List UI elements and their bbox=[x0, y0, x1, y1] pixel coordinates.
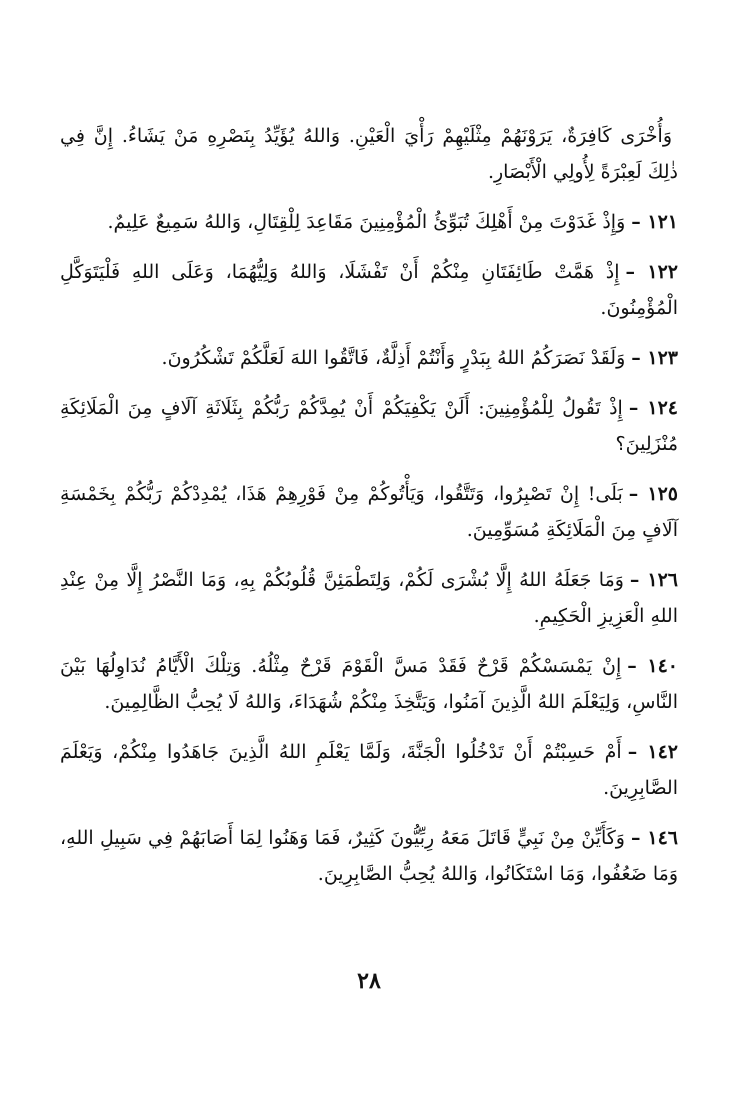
verse-text: بَلَى! إِنْ تَصْبِرُوا، وَتَتَّقُوا، وَيَأْتُوكُمْ مِنْ فَوْرِهِمْ هَذَا، يُمْدِدْكُمْ رَبُّكُمْ بِخَمْسَةِ آلَافٍ مِنَ الْمَلَائِكَةِ مُسَوِّمِينَ. bbox=[60, 483, 678, 541]
verse-text: وَلَقَدْ نَصَرَكُمُ اللهُ بِبَدْرٍ وَأَنْتُمْ أَذِلَّةٌ، فَاتَّقُوا اللهَ لَعَلَّكُمْ تَشْكُرُونَ. bbox=[161, 347, 626, 369]
verse-140 bbox=[60, 648, 678, 720]
verse-number: ١٢٥ – bbox=[628, 483, 679, 505]
verse-text: إِنْ يَمْسَسْكُمْ قَرْحٌ فَقَدْ مَسَّ الْقَوْمَ قَرْحٌ مِثْلُهُ. وَتِلْكَ الْأَيَّامُ نُدَاوِلُهَا بَيْنَ النَّاسِ، وَلِيَعْلَمَ اللهُ الَّذِينَ آمَنُوا، وَيَتَّخِذَ مِنْكُمْ شُهَدَاءَ، وَاللهُ لَا يُحِبُّ الظَّالِمِينَ. bbox=[60, 655, 678, 713]
verse-text: وَمَا جَعَلَهُ اللهُ إِلَّا بُشْرَى لَكُمْ، وَلِتَطْمَئِنَّ قُلُوبُكُمْ بِهِ، وَمَا النَّصْرُ إِلَّا مِنْ عِنْدِ اللهِ الْعَزِيزِ الْحَكِيمِ. bbox=[60, 569, 678, 627]
verse-126 bbox=[60, 562, 678, 634]
page-number: ٢٨ bbox=[357, 968, 381, 994]
verse-122 bbox=[60, 254, 678, 326]
verse-number: ١٢١ – bbox=[631, 211, 678, 233]
verse-text: أَمْ حَسِبْتُمْ أَنْ تَدْخُلُوا الْجَنَّةَ، وَلَمَّا يَعْلَمِ اللهُ الَّذِينَ جَاهَدُوا مِنْكُمْ، وَيَعْلَمَ الصَّابِرِينَ. bbox=[60, 741, 678, 799]
verse-text: إِذْ هَمَّتْ طَائِفَتَانِ مِنْكُمْ أَنْ تَفْشَلَا، وَاللهُ وَلِيُّهُمَا، وَعَلَى اللهِ فَلْيَتَوَكَّلِ الْمُؤْمِنُونَ. bbox=[60, 261, 678, 319]
verse-123 bbox=[60, 340, 678, 376]
verse-number: ١٤٦ – bbox=[631, 827, 678, 849]
verse-124 bbox=[60, 390, 678, 462]
verse-number: ١٢٢ – bbox=[625, 261, 678, 283]
verse-number: ١٢٤ – bbox=[628, 397, 678, 419]
verse-142 bbox=[60, 734, 678, 806]
verses-block bbox=[60, 118, 678, 906]
verse-text: إِذْ تَقُولُ لِلْمُؤْمِنِينَ: أَلَنْ يَكْفِيَكُمْ أَنْ يُمِدَّكُمْ رَبُّكُمْ بِثَلَاثَةِ آلَافٍ مِنَ الْمَلَائِكَةِ مُنْزَلِينَ؟ bbox=[60, 397, 678, 455]
verse-text: وَأُخْرَى كَافِرَةٌ، يَرَوْنَهُمْ مِثْلَيْهِمْ رَأْيَ الْعَيْنِ. وَاللهُ يُؤَيِّدُ بِنَصْرِهِ مَنْ يَشَاءُ. إِنَّ فِي ذٰلِكَ لَعِبْرَةً لِأُولِي الْأَبْصَارِ. bbox=[60, 125, 678, 183]
verse-125 bbox=[60, 476, 678, 548]
verse-text: وَإِذْ غَدَوْتَ مِنْ أَهْلِكَ تُبَوِّئُ الْمُؤْمِنِينَ مَقَاعِدَ لِلْقِتَالِ، وَاللهُ سَمِيعٌ عَلِيمٌ. bbox=[107, 211, 626, 233]
verse-number: ١٢٣ – bbox=[631, 347, 678, 369]
verse-text: وَكَأَيِّنْ مِنْ نَبِيٍّ قَاتَلَ مَعَهُ رِبِّيُّونَ كَثِيرٌ، فَمَا وَهَنُوا لِمَا أَصَابَهُمْ فِي سَبِيلِ اللهِ، وَمَا ضَعُفُوا، وَمَا اسْتَكَانُوا، وَاللهُ يُحِبُّ الصَّابِرِينَ. bbox=[60, 827, 678, 885]
verse-146 bbox=[60, 820, 678, 892]
verse-continuation bbox=[60, 118, 678, 190]
verse-121 bbox=[60, 204, 678, 240]
verse-number: ١٢٦ – bbox=[629, 569, 678, 591]
verse-number: ١٤٠ – bbox=[627, 655, 678, 677]
verse-number: ١٤٢ – bbox=[627, 741, 678, 763]
